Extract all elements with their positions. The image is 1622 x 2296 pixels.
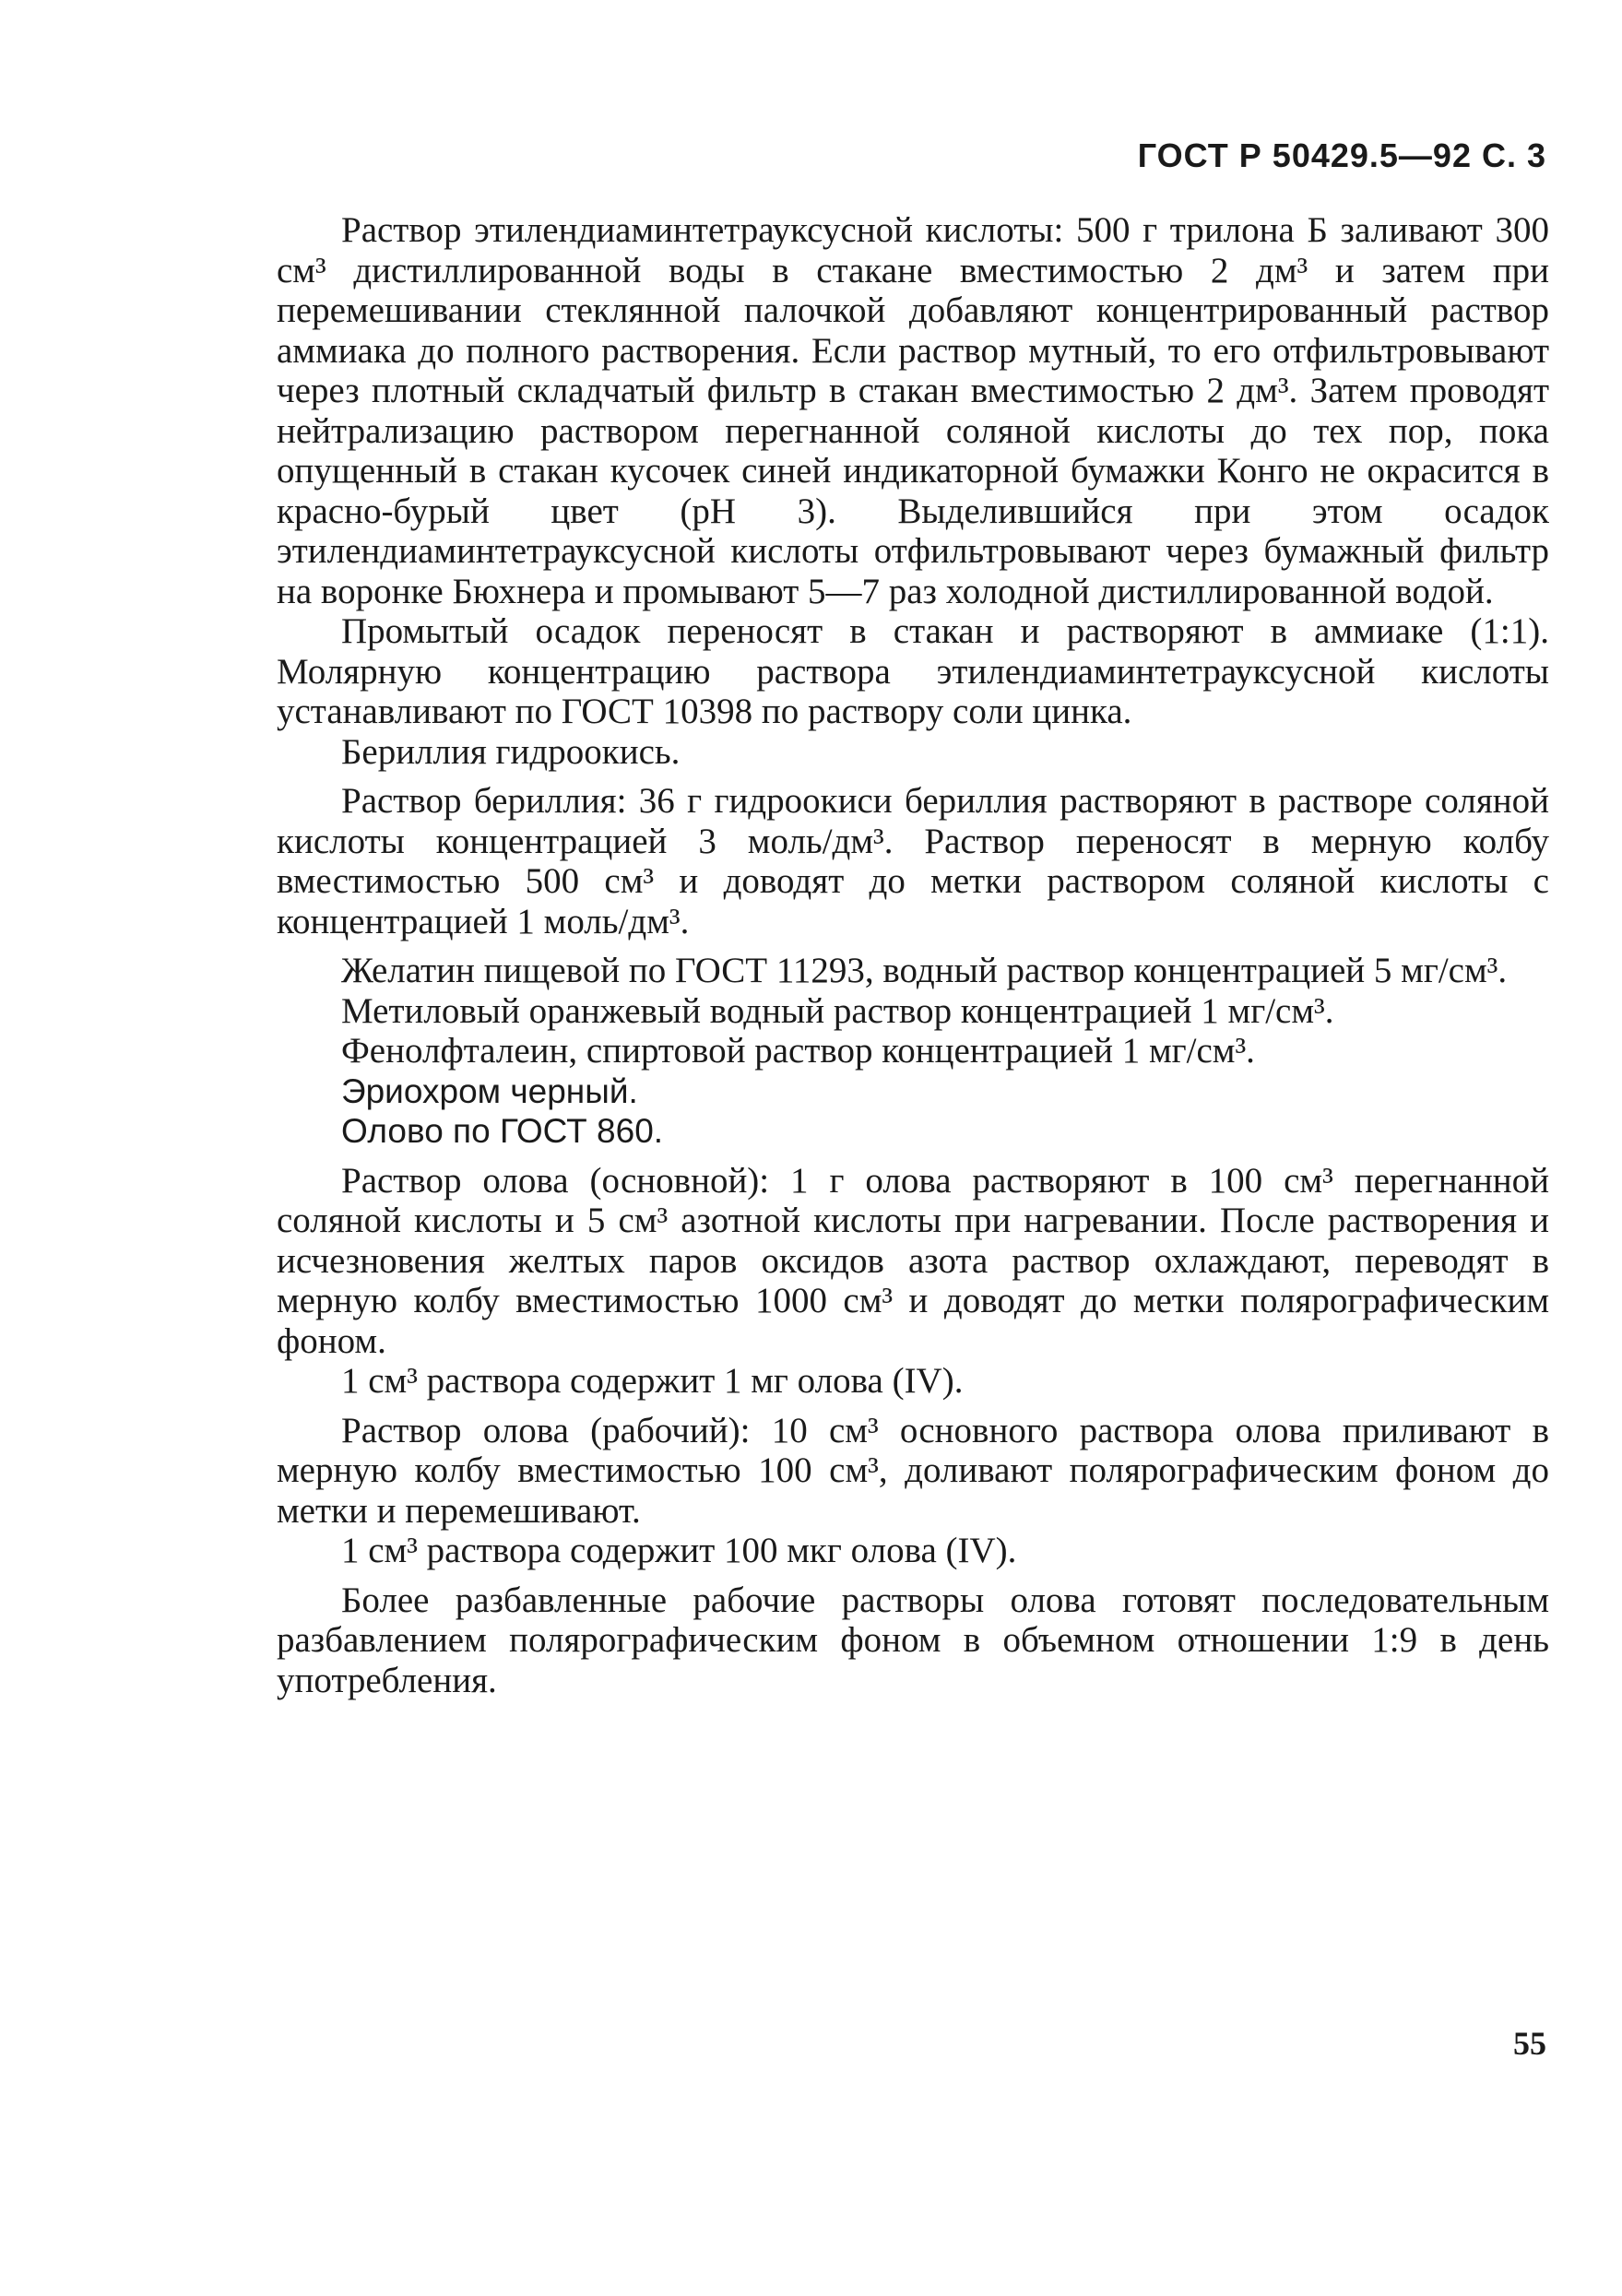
paragraph-beryllium-solution: Раствор бериллия: 36 г гидроокиси бериллия растворяют в растворе соляной кислоты концентрацией 3 моль/дм³. Раствор переносят в мерную колбу вместимостью 500 см³ и доводят до метки раствором соляной кислоты с концентрацией 1 моль/дм³. [277,781,1549,941]
body-text [277,210,1549,1710]
page-number: 55 [1513,2025,1546,2062]
paragraph-edta-solution: Раствор этилендиаминтетрауксусной кислоты: 500 г трилона Б заливают 300 см³ дистиллированной воды в стакане вместимостью 2 дм³ и затем при перемешивании стеклянной палочкой добавляют концентрированный раствор аммиака до полного растворения. Если раствор мутный, то его отфильтровывают через плотный складчатый фильтр в стакан вместимостью 2 дм³. Затем проводят нейтрализацию раствором перегнанной соляной кислоты до тех пор, пока опущенный в стакан кусочек синей индикаторной бумажки Конго не окрасится в красно-бурый цвет (pH 3). Выделившийся при этом осадок этилендиаминтетрауксусной кислоты отфильтровывают через бумажный фильтр на воронке Бюхнера и промывают 5—7 раз холодной дистиллированной водой. [277,210,1549,611]
paragraph-tin: Олово по ГОСТ 860. [341,1112,664,1150]
paragraph-dilute-solutions: Более разбавленные рабочие растворы олова готовят последовательным разбавлением полярографическим фоном в объемном отношении 1:9 в день употребления. [277,1580,1549,1700]
paragraph-edta-concentration: Промытый осадок переносят в стакан и растворяют в аммиаке (1:1). Молярную концентрацию раствора этилендиаминтетрауксусной кислоты устанавливают по ГОСТ 10398 по раствору соли цинка. [277,611,1549,731]
paragraph-beryllium-hydroxide: Бериллия гидроокись. [341,731,681,772]
paragraph-tin-working-content: 1 см³ раствора содержит 100 мкг олова (IV). [341,1531,1017,1570]
paragraph-phenolphthalein: Фенолфталеин, спиртовой раствор концентрацией 1 мг/см³. [341,1031,1255,1071]
running-header: ГОСТ Р 50429.5—92 С. 3 [1137,136,1546,174]
paragraph-gelatin: Желатин пищевой по ГОСТ 11293, водный раствор концентрацией 5 мг/см³. [341,951,1508,990]
paragraph-tin-stock-content: 1 см³ раствора содержит 1 мг олова (IV). [341,1361,964,1401]
paragraph-tin-stock-solution: Раствор олова (основной): 1 г олова растворяют в 100 см³ перегнанной соляной кислоты и 5 см³ азотной кислоты при нагревании. После растворения и исчезновения желтых паров оксидов азота раствор охлаждают, переводят в мерную колбу вместимостью 1000 см³ и доводят до метки полярографическим фоном. [277,1160,1549,1361]
paragraph-methyl-orange: Метиловый оранжевый водный раствор концентрацией 1 мг/см³. [341,990,1334,1031]
paragraph-tin-working-solution: Раствор олова (рабочий): 10 см³ основного раствора олова приливают в мерную колбу вместимостью 100 см³, доливают полярографическим фоном до метки и перемешивают. [277,1410,1549,1531]
paragraph-eriochrome: Эриохром черный. [341,1071,638,1110]
